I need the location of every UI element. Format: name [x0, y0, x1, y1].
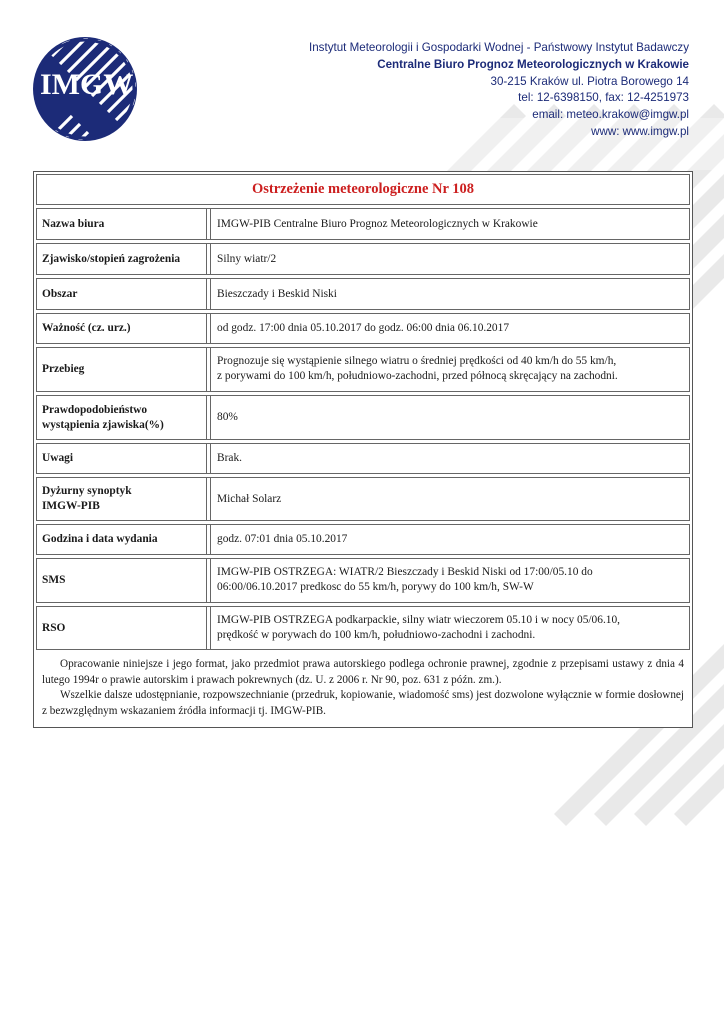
value-phenomenon: Silny wiatr/2 — [210, 244, 689, 274]
value-course-line2: z porywami do 100 km/h, południowo-zachodni, przed północą skręcający na zachodni. — [217, 370, 618, 382]
value-rso — [210, 607, 689, 649]
phone-fax: tel: 12-6398150, fax: 12-4251973 — [518, 91, 689, 105]
table-row-area — [36, 278, 690, 310]
label-rso: RSO — [37, 607, 207, 649]
value-issued: godz. 07:01 dnia 05.10.2017 — [210, 525, 689, 554]
label-validity: Ważność (cz. urz.) — [37, 314, 207, 343]
label-forecaster-line2: IMGW-PIB — [42, 500, 100, 512]
table-row-rso — [36, 606, 690, 650]
label-probability — [37, 396, 207, 439]
value-forecaster: Michał Solarz — [210, 478, 689, 520]
value-area: Bieszczady i Beskid Niski — [210, 279, 689, 309]
value-validity: od godz. 17:00 dnia 05.10.2017 do godz. 06:00 dnia 06.10.2017 — [210, 314, 689, 343]
label-phenomenon: Zjawisko/stopień zagrożenia — [37, 244, 207, 274]
warning-title: Ostrzeżenie meteorologiczne Nr 108 — [251, 181, 475, 197]
imgw-logo — [32, 36, 138, 142]
label-issued: Godzina i data wydania — [37, 525, 207, 554]
website[interactable]: www: www.imgw.pl — [591, 124, 689, 138]
value-course-line1: Prognozuje się wystąpienie silnego wiatru o średniej prędkości od 40 km/h do 55 km/h, — [217, 355, 617, 367]
table-row-course — [36, 347, 690, 392]
copyright-paragraph-2: Wszelkie dalsze udostępnianie, rozpowszechnianie (przedruk, kopiowanie, wiadomość sms) jest dozwolone wyłącznie w formie dosłownej z bezwzględnym wskazaniem źródła informacji tj. IMGW-PIB. — [42, 689, 684, 717]
label-office: Nazwa biura — [37, 209, 207, 239]
label-course: Przebieg — [37, 348, 207, 391]
label-probability-line2: wystąpienia zjawiska(%) — [42, 418, 164, 431]
value-rso-line2: prędkość w porywach do 100 km/h, południowo-zachodni i zachodni. — [217, 629, 536, 641]
table-row-forecaster — [36, 477, 690, 521]
label-probability-line1: Prawdopodobieństwo — [42, 403, 148, 416]
value-course — [210, 348, 689, 391]
value-office: IMGW-PIB Centralne Biuro Prognoz Meteorologicznych w Krakowie — [210, 209, 689, 239]
email[interactable]: email: meteo.krakow@imgw.pl — [532, 108, 689, 122]
label-area: Obszar — [37, 279, 207, 309]
value-sms-line1: IMGW-PIB OSTRZEGA: WIATR/2 Bieszczady i Beskid Niski od 17:00/05.10 do — [217, 566, 593, 578]
value-sms — [210, 559, 689, 602]
value-probability: 80% — [210, 396, 689, 439]
table-row-phenomenon — [36, 243, 690, 275]
value-sms-line2: 06:00/06.10.2017 predkosc do 55 km/h, porywy do 100 km/h, SW-W — [217, 581, 534, 593]
table-row-remarks — [36, 443, 690, 474]
institute-name: Instytut Meteorologii i Gospodarki Wodnej - Państwowy Instytut Badawczy — [309, 41, 689, 54]
office-name: Centralne Biuro Prognoz Meteorologicznych w Krakowie — [377, 57, 689, 71]
label-remarks: Uwagi — [37, 444, 207, 473]
label-forecaster — [37, 478, 207, 520]
address: 30-215 Kraków ul. Piotra Borowego 14 — [490, 74, 689, 88]
table-row-probability — [36, 395, 690, 440]
copyright-paragraph-1: Opracowanie niniejsze i jego format, jako przedmiot prawa autorskiego podlega ochronie prawnej, zgodnie z przepisami ustawy z dnia 4 lutego 1994r o prawie autorskim i prawach pokrewnych (dz. U. z 2006 r. Nr 90, poz. 631 z późn. zm.). — [42, 658, 684, 686]
value-rso-line1: IMGW-PIB OSTRZEGA podkarpackie, silny wiatr wieczorem 05.10 i w nocy 05/06.10, — [217, 614, 621, 626]
table-row-validity — [36, 313, 690, 344]
value-remarks: Brak. — [210, 444, 689, 473]
table-row-office — [36, 208, 690, 240]
label-forecaster-line1: Dyżurny synoptyk — [42, 485, 132, 497]
copyright-notice — [42, 657, 684, 719]
label-sms: SMS — [37, 559, 207, 602]
logo-text: IMGW — [40, 68, 134, 101]
table-row-sms — [36, 558, 690, 603]
table-row-issued — [36, 524, 690, 555]
institute-header — [309, 40, 689, 141]
warning-document — [33, 171, 693, 728]
warning-title-row — [36, 174, 690, 205]
